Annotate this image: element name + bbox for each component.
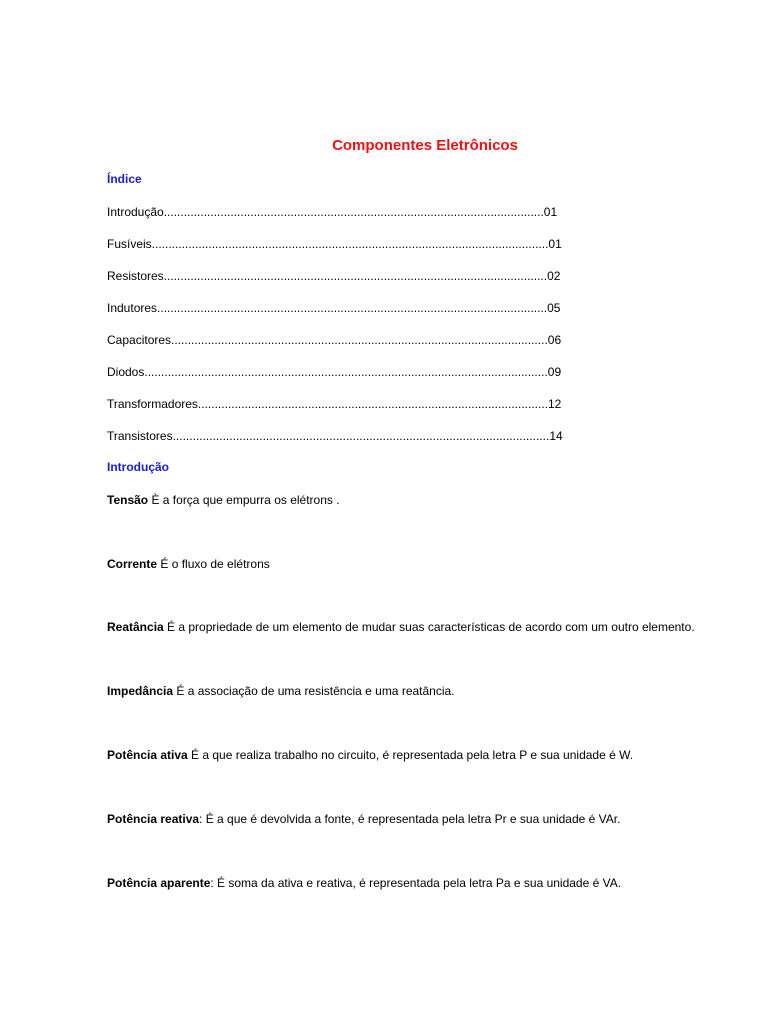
definition-text: : É soma da ativa e reativa, é representada pela letra Pa e sua unidade é VA. xyxy=(210,876,622,890)
definition-impedancia xyxy=(107,684,455,699)
toc-entry-introducao: Introdução..................................................................................................................01 xyxy=(107,205,558,219)
toc-entry-transformadores: Transformadores.........................................................................................................12 xyxy=(107,397,562,411)
definition-term: Potência ativa xyxy=(107,748,188,762)
definition-text: É o fluxo de elétrons xyxy=(157,557,270,571)
definition-reatancia xyxy=(107,620,695,635)
definition-text: É a associação de uma resistência e uma reatância. xyxy=(173,684,455,698)
definition-potencia-reativa xyxy=(107,812,620,827)
definition-term: Corrente xyxy=(107,557,158,571)
definition-term: Potência reativa xyxy=(107,812,200,826)
definition-text: : É a que é devolvida a fonte, é representada pela letra Pr e sua unidade é VAr. xyxy=(199,812,621,826)
toc-entry-capacitores: Capacitores.................................................................................................................06 xyxy=(107,333,562,347)
definition-term: Impedância xyxy=(107,684,174,698)
definition-potencia-ativa xyxy=(107,748,633,763)
toc-entry-indutores: Indutores.....................................................................................................................05 xyxy=(107,301,561,315)
definition-potencia-aparente xyxy=(107,876,621,891)
page-title: Componentes Eletrônicos xyxy=(332,137,518,154)
toc-entry-resistores: Resistores...................................................................................................................02 xyxy=(107,269,561,283)
toc-heading: Índice xyxy=(107,172,142,186)
definition-corrente xyxy=(107,557,270,572)
intro-heading: Introdução xyxy=(107,460,169,474)
definition-term: Tensão xyxy=(107,493,149,507)
definition-text: É a propriedade de um elemento de mudar suas características de acordo com um outro elemento. xyxy=(163,620,695,634)
definition-text: É a que realiza trabalho no circuito, é representada pela letra P e sua unidade é W. xyxy=(187,748,634,762)
definition-text: È a força que empurra os elétrons . xyxy=(148,493,340,507)
toc-entry-fusiveis: Fusíveis.......................................................................................................................01 xyxy=(107,237,562,251)
definition-term: Reatância xyxy=(107,620,164,634)
toc-entry-diodos: Diodos.........................................................................................................................09 xyxy=(107,365,562,379)
toc-entry-transistores: Transistores.................................................................................................................14 xyxy=(107,429,563,443)
definition-term: Potência aparente xyxy=(107,876,211,890)
definition-tensao xyxy=(107,493,340,508)
